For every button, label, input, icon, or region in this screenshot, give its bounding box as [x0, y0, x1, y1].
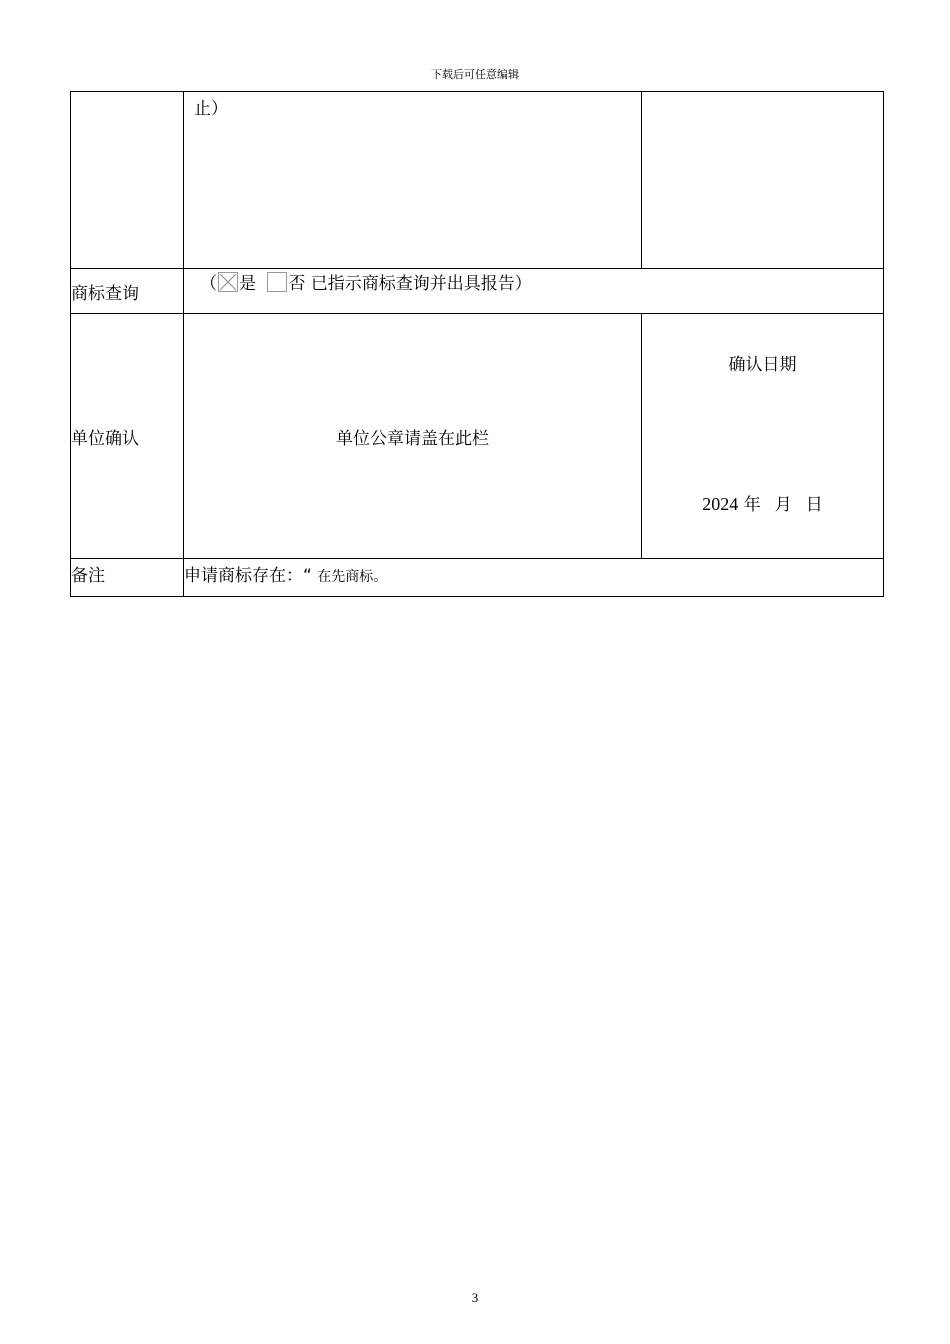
- date-year-unit: 年: [743, 495, 761, 515]
- confirm-date-title: 确认日期: [728, 355, 797, 375]
- yes-checkbox[interactable]: [218, 272, 238, 292]
- confirm-date-line: [642, 490, 883, 515]
- seal-area: [184, 314, 642, 559]
- yes-label: 是: [239, 274, 256, 294]
- unit-confirm-row: [71, 314, 884, 559]
- open-paren: （: [200, 274, 217, 294]
- page-header: 下载后可任意编辑: [431, 68, 519, 81]
- unit-confirm-label: 单位确认: [71, 314, 184, 559]
- date-month-unit: 月: [774, 495, 792, 515]
- checked-x-icon: [219, 273, 237, 291]
- no-checkbox[interactable]: [267, 272, 287, 292]
- query-description: 已指示商标查询并出具报告）: [310, 274, 532, 294]
- continued-content-cell: [184, 92, 642, 269]
- remarks-text: 申请商标存在：“: [184, 566, 312, 586]
- date-year: 2024: [702, 494, 739, 514]
- confirm-date-cell: [642, 314, 884, 559]
- continued-label-cell: [71, 92, 184, 269]
- remarks-label: 备注: [71, 559, 184, 597]
- continued-text: 止）: [194, 99, 228, 119]
- page-number: 3: [471, 1290, 479, 1305]
- no-label: 否: [288, 274, 306, 294]
- trademark-query-label: 商标查询: [71, 269, 184, 314]
- continued-row: [71, 92, 884, 269]
- form-table: [70, 91, 884, 597]
- continued-right-cell: [642, 92, 884, 269]
- remarks-content: [184, 559, 884, 597]
- date-day-unit: 日: [805, 495, 823, 515]
- remarks-row: [71, 559, 884, 597]
- trademark-query-options: [184, 269, 884, 314]
- seal-instruction: 单位公章请盖在此栏: [336, 428, 489, 449]
- trademark-query-row: [71, 269, 884, 314]
- remarks-text-small: 在先商标。: [317, 569, 388, 585]
